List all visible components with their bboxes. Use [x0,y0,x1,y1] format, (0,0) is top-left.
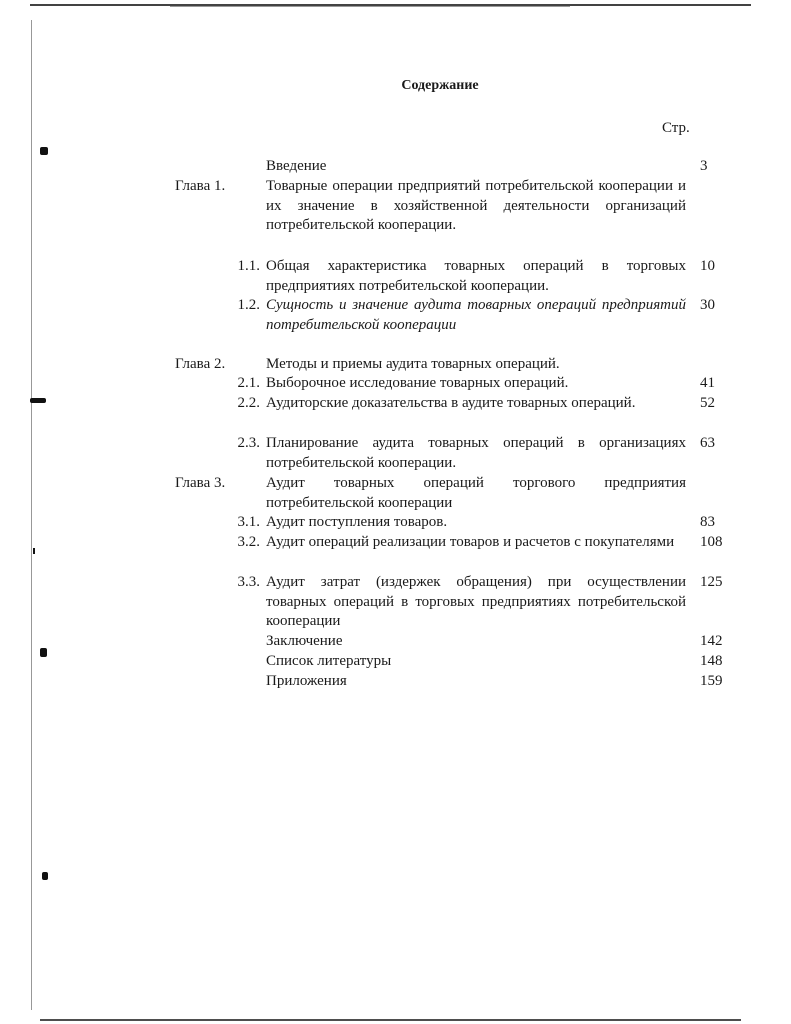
toc-entry-number: 2.1. [237,375,260,391]
toc-entry-page: 41 [700,375,715,391]
toc-entry-text: Общая характеристика товарных операций в торговых предприятиях потребительской кооперации. [266,258,686,294]
toc-entry-number: 2.3. [237,435,260,451]
toc-entry-page: 10 [700,258,715,274]
toc-chapter-label: Глава 3. [175,475,226,491]
toc-entry-page: 83 [700,514,715,530]
toc-entry-text: Аудит поступления товаров. [266,514,448,530]
toc-entry-text: Сущность и значение аудита товарных операций предприятий потребительской кооперации [266,297,686,333]
toc-entry-number: 2.2. [237,395,260,411]
toc-entry-text: Аудиторские доказательства в аудите товарных операций. [266,395,636,411]
scan-speck [33,548,35,554]
toc-entry-text: Аудит затрат (издержек обращения) при осуществлении товарных операций в торговых предприятиях потребительской кооперации [266,574,686,629]
toc-chapter-label: Глава 1. [175,178,226,194]
toc-entry-number: 3.3. [237,574,260,590]
scan-speck [40,648,47,657]
toc-entry-text: Список литературы [266,653,392,669]
scan-speck [42,872,48,880]
toc-entry-page: 148 [700,653,723,669]
scan-edge-left [31,20,32,1010]
scan-speck [40,147,48,155]
toc-entry-page: 63 [700,435,715,451]
toc-entry-text: Заключение [266,633,343,649]
toc-entry-text: Планирование аудита товарных операций в организациях потребительской кооперации. [266,435,686,471]
toc-entry-page: 125 [700,574,723,590]
toc-entry-text: Приложения [266,673,347,689]
page-title: Содержание [401,78,479,93]
toc-entry-text: Введение [266,158,327,174]
toc-entry-page: 108 [700,534,723,550]
toc-chapter-label: Глава 2. [175,356,226,372]
toc-entry-page: 3 [700,158,708,174]
toc-entry-number: 3.2. [237,534,260,550]
toc-entry-page: 30 [700,297,715,313]
toc-entry-text: Товарные операции предприятий потребительской кооперации и их значение в хозяйственной деятельности организаций потребительской кооперации. [266,178,686,233]
scan-edge-bottom [40,1019,741,1021]
toc-entry-number: 1.1. [237,258,260,274]
toc-entry-text: Аудит товарных операций торгового предприятия потребительской кооперации [266,475,686,511]
page-column-label: Стр. [662,120,690,136]
toc-entry-page: 159 [700,673,723,689]
toc-entry-number: 3.1. [237,514,260,530]
toc-entry-text: Аудит операций реализации товаров и расчетов с покупателями [266,534,675,550]
toc-entry-number: 1.2. [237,297,260,313]
toc-entry-text: Выборочное исследование товарных операций. [266,375,569,391]
toc-entry-page: 142 [700,633,723,649]
toc-entry-page: 52 [700,395,715,411]
scan-edge-top-inner [170,6,570,7]
scan-speck [30,398,46,403]
toc-entry-text: Методы и приемы аудита товарных операций. [266,356,560,372]
